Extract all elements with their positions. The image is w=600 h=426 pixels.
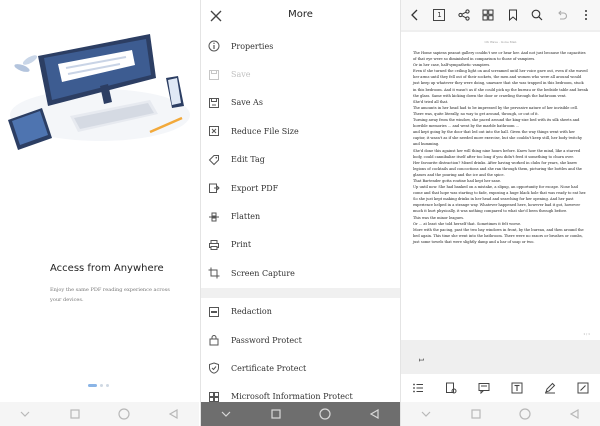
menu-item-save-as[interactable] <box>201 89 400 117</box>
document-paragraph: Up until now. She had banked on a mistake, a slipup, an opportunity for escape. None had come and that hope was starting to fade, exposing a huge black hole that was ready to eat her. So she just kept making drinks in her head and searching for her opening. And her past experience helped in a strange way. Whatever happened here, however bad it got, however much it hurt physically, it was nothing compared to what she'd been through before. <box>413 185 587 214</box>
document-paragraph: Even if she turned the ceiling light on and screamed until her voice gave out, even if she waved her arms until they fell out of their sockets, the men and women who were all around would just keep up whatever they were doing, unaware that she was trapped in this bedroom, stuck in this bedroom. And it wasn't as if she could pick up the bureau or the bedside table and break the glass. Same with kicking down the door or crawling through the bathroom vent. <box>413 69 588 98</box>
document-page[interactable] <box>401 32 600 340</box>
comment-icon[interactable] <box>476 380 492 396</box>
document-paragraph: That Bartender gotta routine had kept her sane. <box>413 178 502 183</box>
document-paragraph: This was the minor leagues. <box>413 215 465 220</box>
reader-bottom-toolbar <box>401 374 600 402</box>
sign-icon[interactable] <box>542 380 558 396</box>
undo-icon[interactable] <box>554 7 570 23</box>
menu-item-label: Properties <box>231 41 274 51</box>
menu-divider <box>201 288 400 298</box>
pager-dot[interactable] <box>106 384 109 387</box>
system-navbar <box>201 402 400 426</box>
nav-recents-icon[interactable] <box>461 402 491 426</box>
export-icon <box>207 181 221 195</box>
page-tab[interactable] <box>415 351 427 369</box>
menu-item-print[interactable] <box>201 231 400 259</box>
page-indicator-button[interactable] <box>431 7 447 23</box>
document-paragraph: The amounts in her head had to be impressed by the pervasive nature of her invisible cell. There was, quite literally, no way to get around, through, or out of it. <box>413 105 579 116</box>
nav-back-icon[interactable] <box>560 402 590 426</box>
reader-toolbar <box>401 0 600 30</box>
nav-recents-icon[interactable] <box>60 402 90 426</box>
page-indicator: 1 <box>433 9 445 21</box>
redaction-icon <box>207 305 221 319</box>
menu-item-label: Edit Tag <box>231 155 265 165</box>
crop-icon <box>207 266 221 280</box>
menu-item-password-protect[interactable] <box>201 326 400 354</box>
page-tab-label: 1 <box>417 357 425 363</box>
nav-back-icon[interactable] <box>360 402 390 426</box>
annotate-icon[interactable] <box>443 380 459 396</box>
menu-item-edit-tag[interactable] <box>201 146 400 174</box>
onboarding-title: Access from Anywhere <box>50 263 164 274</box>
system-navbar <box>401 402 600 426</box>
bookmark-icon[interactable] <box>505 7 521 23</box>
more-menu-panel <box>200 0 400 426</box>
document-body <box>413 50 588 245</box>
menu-item-label: Flatten <box>231 212 261 222</box>
menu-item-label: Certificate Protect <box>231 363 307 373</box>
more-icon[interactable] <box>578 7 594 23</box>
save-icon <box>207 68 221 82</box>
menu-item-reduce-file-size[interactable] <box>201 117 400 145</box>
menu-item-label: Reduce File Size <box>231 126 299 136</box>
document-paragraph: The Home sapiens peanut gallery couldn't see or hear her. And not just because the capacities of that eye were so diminished in comparison to those of vampires. <box>413 51 586 62</box>
menu-item-screen-capture[interactable] <box>201 259 400 287</box>
devices-illustration <box>0 20 199 150</box>
list-icon[interactable] <box>410 380 426 396</box>
save-as-icon <box>207 96 221 110</box>
menu-item-certificate-protect[interactable] <box>201 354 400 382</box>
nav-home-icon[interactable] <box>109 402 139 426</box>
pager-dot-active[interactable] <box>88 384 97 387</box>
menu-item-properties[interactable] <box>201 32 400 60</box>
menu-item-label: Save As <box>231 98 263 108</box>
info-icon <box>207 39 221 53</box>
document-paragraph: More with the pacing, past the two bay windows in front, by the bureau, and then around the bed again. This time she went into the bathroom. There were no razors or brushes or combs, just some towels that were slightly damp and a bar of soap or two. <box>413 227 584 244</box>
reader-panel <box>400 0 600 426</box>
menu-item-label: Microsoft Information Protect <box>231 392 353 402</box>
flatten-icon <box>207 210 221 224</box>
menu-item-label: Redaction <box>231 307 272 317</box>
system-navbar <box>0 402 199 426</box>
document-paragraph: Or ... at least she told herself that. Sometimes it felt worse. <box>413 221 522 226</box>
nav-menu-icon[interactable] <box>10 402 40 426</box>
nav-home-icon[interactable] <box>310 402 340 426</box>
document-paragraph: She'd tried all that. <box>413 99 449 104</box>
menu-item-redaction[interactable] <box>201 298 400 326</box>
thumbnails-icon[interactable] <box>480 7 496 23</box>
onboarding-panel <box>0 0 199 426</box>
menu-item-save[interactable] <box>201 60 400 88</box>
onboarding-subtitle: Enjoy the same PDF reading experience across your devices. <box>50 287 170 303</box>
document-paragraph: Or in her case, half-sympathetic vampires. <box>413 63 491 68</box>
document-paragraph: and kept going by the door that led out into the hall. Given the way things went with her captor, it wasn't as if she needed more exercise, but she couldn't keep still, her body twitchy and humming. <box>413 130 583 147</box>
menu-item-label: Screen Capture <box>231 268 295 278</box>
edit-icon[interactable] <box>575 380 591 396</box>
menu-item-label: Export PDF <box>231 183 279 193</box>
menu-item-export-pdf[interactable] <box>201 174 400 202</box>
certificate-icon <box>207 361 221 375</box>
document-paragraph: Her favourite distraction? Mixed drinks. After having worked in clubs for years, she knew legions of cocktails and concoctions and she ran through them, picturing the bottles and the glasses and the pouring and the ice and the spice. <box>413 160 582 177</box>
document-running-header: Oh Wave · Gone Man <box>484 40 517 44</box>
share-icon[interactable] <box>456 7 472 23</box>
menu-item-label: Print <box>231 240 252 250</box>
more-menu-title: More <box>288 9 313 20</box>
search-icon[interactable] <box>529 7 545 23</box>
tag-icon <box>207 153 221 167</box>
menu-item-flatten[interactable] <box>201 202 400 230</box>
menu-item-label: Password Protect <box>231 335 302 345</box>
nav-menu-icon[interactable] <box>211 402 241 426</box>
print-icon <box>207 238 221 252</box>
menu-item-label: Save <box>231 70 251 80</box>
document-paragraph: She'd done this against her will thing nine hours before. Knew how the mind, like a starved body, could cannibalize itself after too long if you didn't feed it something to churn over. <box>413 148 581 159</box>
nav-recents-icon[interactable] <box>261 402 291 426</box>
document-page-footer: 1 / 1 <box>583 332 590 336</box>
nav-back-icon[interactable] <box>159 402 189 426</box>
pager-dot[interactable] <box>100 384 103 387</box>
text-icon[interactable] <box>509 380 525 396</box>
document-paragraph: Turning away from the window, she paced around the king-size bed with its silk sheets and horrible memories ... and went by the marble bathroom ... <box>413 118 580 129</box>
lock-icon <box>207 333 221 347</box>
nav-menu-icon[interactable] <box>411 402 441 426</box>
more-menu-list <box>201 32 400 411</box>
nav-home-icon[interactable] <box>510 402 540 426</box>
back-icon[interactable] <box>407 7 423 23</box>
onboarding-pager <box>88 384 109 387</box>
more-menu-header <box>201 0 400 32</box>
compress-icon <box>207 124 221 138</box>
